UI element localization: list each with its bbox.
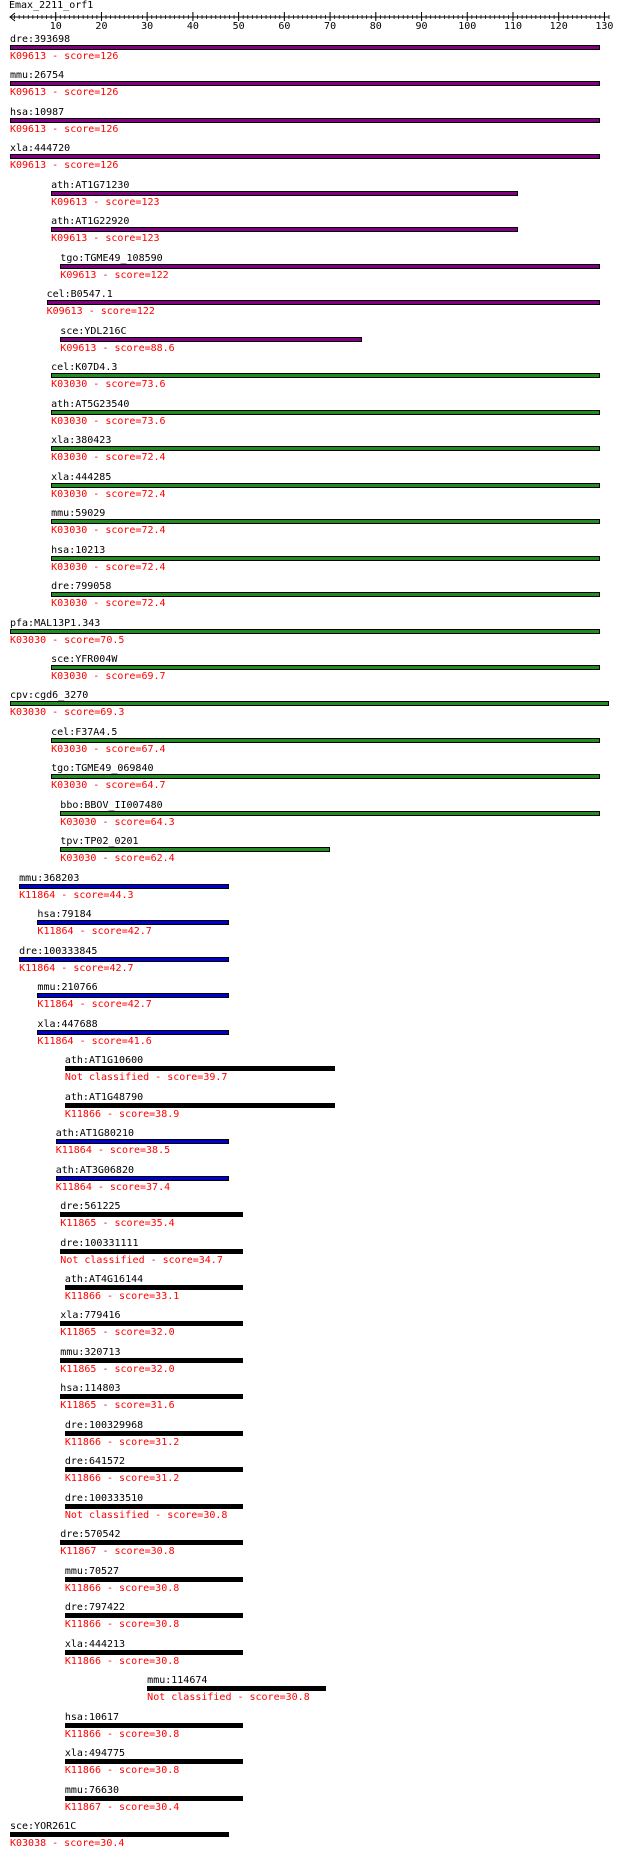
hit-name[interactable]: mmu:76630 bbox=[64, 1784, 120, 1796]
hit-alignment-bar[interactable] bbox=[60, 847, 330, 852]
hit-alignment-bar[interactable] bbox=[65, 1796, 243, 1801]
hit-name[interactable]: mmu:320713 bbox=[60, 1346, 121, 1358]
hit-alignment-bar[interactable] bbox=[37, 1030, 229, 1035]
hit-score-link[interactable]: K03030 - score=62.4 bbox=[60, 853, 175, 865]
hit-alignment-bar[interactable] bbox=[51, 556, 600, 561]
hit-name[interactable]: hsa:79184 bbox=[37, 909, 92, 921]
hit-alignment-bar[interactable] bbox=[65, 1650, 243, 1655]
hit-alignment-bar[interactable] bbox=[65, 1723, 243, 1728]
hit-alignment-bar[interactable] bbox=[37, 993, 229, 998]
ruler-tick-label: 100 bbox=[458, 21, 477, 30]
hit-score-link[interactable]: Not classified - score=30.8 bbox=[147, 1692, 310, 1704]
hit-score-link[interactable]: K11866 - score=30.8 bbox=[64, 1765, 180, 1777]
hit-name[interactable]: sce:YFR004W bbox=[51, 653, 118, 665]
hit-score-link[interactable]: K09613 - score=123 bbox=[51, 233, 160, 245]
hit-name[interactable]: mmu:26754 bbox=[10, 70, 65, 82]
hit-name[interactable]: tpv:TP02_0201 bbox=[60, 836, 139, 848]
hit-alignment-bar[interactable] bbox=[147, 1686, 325, 1691]
hit-name[interactable]: dre:100331111 bbox=[60, 1237, 139, 1249]
hit-name[interactable]: dre:100333510 bbox=[64, 1492, 144, 1504]
hit-alignment-bar[interactable] bbox=[51, 446, 600, 451]
hit-alignment-bar[interactable] bbox=[10, 701, 609, 706]
hit-alignment-bar[interactable] bbox=[10, 1832, 229, 1837]
hit-score-link[interactable]: K11864 - score=42.7 bbox=[37, 926, 152, 938]
hit-score-link[interactable]: K03030 - score=72.4 bbox=[51, 452, 166, 464]
hit-score-link[interactable]: K03038 - score=30.4 bbox=[10, 1838, 125, 1850]
hit-score-link[interactable]: K09613 - score=123 bbox=[51, 196, 160, 208]
hit-score-link[interactable]: K11865 - score=35.4 bbox=[60, 1218, 175, 1230]
hit-alignment-bar[interactable] bbox=[10, 81, 600, 86]
hit-score-link[interactable]: Not classified - score=39.7 bbox=[64, 1072, 228, 1084]
hit-alignment-bar[interactable] bbox=[65, 1759, 243, 1764]
hit-alignment-bar[interactable] bbox=[51, 519, 600, 524]
ruler-tick-label: 130 bbox=[595, 21, 614, 30]
hit-alignment-bar[interactable] bbox=[19, 884, 229, 889]
hit-name[interactable]: mmu:59029 bbox=[51, 508, 106, 520]
hit-score-link[interactable]: K11865 - score=32.0 bbox=[60, 1363, 175, 1375]
hit-score-link[interactable]: K03030 - score=72.4 bbox=[51, 525, 166, 537]
hit-alignment-bar[interactable] bbox=[60, 264, 600, 269]
hit-name[interactable]: dre:100333845 bbox=[19, 945, 98, 957]
hit-name[interactable]: bbo:BBOV_II007480 bbox=[60, 799, 163, 811]
hit-alignment-bar[interactable] bbox=[47, 300, 600, 305]
hit-name[interactable]: hsa:10617 bbox=[64, 1711, 120, 1723]
hit-alignment-bar[interactable] bbox=[51, 774, 600, 779]
hit-name[interactable]: pfa:MAL13P1.343 bbox=[10, 617, 101, 629]
hit-name[interactable]: ath:AT5G23540 bbox=[51, 398, 130, 410]
hit-alignment-bar[interactable] bbox=[51, 227, 517, 232]
query-title: Emax_2211_orf1 bbox=[9, 0, 94, 11]
hit-alignment-bar[interactable] bbox=[60, 1358, 243, 1363]
hit-score-link[interactable]: K11866 - score=30.8 bbox=[64, 1582, 180, 1594]
ruler-tick-label: 10 bbox=[49, 21, 62, 30]
ruler-tick-label: 60 bbox=[278, 21, 291, 30]
hit-score-link[interactable]: Not classified - score=34.7 bbox=[60, 1254, 223, 1266]
hit-alignment-bar[interactable] bbox=[10, 118, 600, 123]
hit-alignment-bar[interactable] bbox=[65, 1431, 243, 1436]
position-ruler bbox=[0, 0, 620, 30]
hit-alignment-bar[interactable] bbox=[65, 1285, 243, 1290]
hit-score-link[interactable]: K09613 - score=126 bbox=[10, 123, 119, 135]
hit-name[interactable]: ath:AT1G48790 bbox=[64, 1091, 144, 1103]
hit-name[interactable]: hsa:10987 bbox=[10, 106, 65, 118]
hit-score-link[interactable]: K09613 - score=122 bbox=[46, 306, 155, 318]
hit-name[interactable]: mmu:210766 bbox=[37, 982, 98, 994]
hit-name[interactable]: cel:F37A4.5 bbox=[51, 726, 118, 738]
hit-name[interactable]: dre:100329968 bbox=[64, 1419, 144, 1431]
hit-alignment-bar[interactable] bbox=[65, 1066, 335, 1071]
hit-alignment-bar[interactable] bbox=[10, 45, 600, 50]
hit-name[interactable]: dre:641572 bbox=[64, 1456, 126, 1468]
hit-score-link[interactable]: K11865 - score=32.0 bbox=[60, 1327, 175, 1339]
hit-alignment-bar[interactable] bbox=[60, 1249, 243, 1254]
hit-alignment-bar[interactable] bbox=[65, 1577, 243, 1582]
hit-name[interactable]: dre:393698 bbox=[10, 34, 71, 45]
hit-alignment-bar[interactable] bbox=[51, 483, 600, 488]
hit-score-link[interactable]: K11867 - score=30.8 bbox=[60, 1546, 175, 1558]
hit-score-link[interactable]: K11867 - score=30.4 bbox=[64, 1801, 180, 1813]
hit-name[interactable]: ath:AT1G80210 bbox=[55, 1128, 134, 1140]
hit-name[interactable]: cel:K07D4.3 bbox=[51, 362, 118, 374]
hit-alignment-bar[interactable] bbox=[10, 629, 600, 634]
hit-name[interactable]: ath:AT3G06820 bbox=[55, 1164, 134, 1176]
hit-name[interactable]: xla:380423 bbox=[51, 435, 112, 447]
hit-alignment-bar[interactable] bbox=[51, 665, 600, 670]
hit-score-link[interactable]: K03030 - score=73.6 bbox=[51, 379, 166, 391]
hit-score-link[interactable]: K03030 - score=64.3 bbox=[60, 816, 175, 828]
hit-score-link[interactable]: K11864 - score=42.7 bbox=[19, 962, 134, 974]
hit-alignment-bar[interactable] bbox=[65, 1467, 243, 1472]
hit-name[interactable]: xla:444285 bbox=[51, 471, 112, 483]
hit-alignment-bar[interactable] bbox=[51, 373, 600, 378]
hit-name[interactable]: ath:AT4G16144 bbox=[64, 1273, 144, 1285]
hit-score-link[interactable]: K11866 - score=30.8 bbox=[64, 1619, 180, 1631]
hit-alignment-bar[interactable] bbox=[56, 1176, 230, 1181]
hit-name[interactable]: dre:561225 bbox=[60, 1201, 121, 1213]
hit-score-link[interactable]: K11864 - score=42.7 bbox=[37, 999, 152, 1011]
hit-name[interactable]: ath:AT1G10600 bbox=[64, 1055, 144, 1067]
hit-score-link[interactable]: K11865 - score=31.6 bbox=[60, 1400, 175, 1412]
hit-name[interactable]: dre:570542 bbox=[60, 1529, 121, 1541]
hit-score-link[interactable]: K09613 - score=88.6 bbox=[60, 342, 175, 354]
hit-alignment-bar[interactable] bbox=[51, 191, 517, 196]
hit-name[interactable]: tgo:TGME49_108590 bbox=[60, 252, 163, 264]
hit-score-link[interactable]: K03030 - score=73.6 bbox=[51, 415, 166, 427]
hit-score-link[interactable]: K03030 - score=64.7 bbox=[51, 780, 166, 792]
hit-alignment-bar[interactable] bbox=[65, 1504, 243, 1509]
hit-alignment-bar[interactable] bbox=[51, 592, 600, 597]
hit-score-link[interactable]: K11866 - score=30.8 bbox=[64, 1728, 180, 1740]
hit-name[interactable]: tgo:TGME49_069840 bbox=[51, 763, 154, 775]
hit-score-link[interactable]: K03030 - score=69.3 bbox=[10, 707, 125, 719]
hit-name[interactable]: xla:444720 bbox=[10, 143, 71, 155]
hit-score-link[interactable]: K09613 - score=126 bbox=[10, 160, 119, 172]
hit-score-link[interactable]: K03030 - score=72.4 bbox=[51, 561, 166, 573]
hit-alignment-bar[interactable] bbox=[19, 957, 229, 962]
hit-alignment-bar[interactable] bbox=[60, 337, 362, 342]
ruler-tick-label: 110 bbox=[503, 21, 523, 30]
ruler-tick-label: 20 bbox=[95, 21, 108, 30]
hit-score-link[interactable]: K11866 - score=38.9 bbox=[64, 1108, 180, 1120]
hit-name[interactable]: ath:AT1G71230 bbox=[51, 179, 130, 191]
hit-name[interactable]: mmu:114674 bbox=[147, 1675, 208, 1687]
hit-name[interactable]: hsa:10213 bbox=[51, 544, 106, 556]
hit-alignment-bar[interactable] bbox=[60, 811, 600, 816]
hit-score-link[interactable]: K11864 - score=44.3 bbox=[19, 889, 134, 901]
hit-name[interactable]: xla:444213 bbox=[64, 1638, 126, 1650]
hit-score-link[interactable]: K03030 - score=67.4 bbox=[51, 743, 166, 755]
hit-alignment-bar[interactable] bbox=[65, 1103, 335, 1108]
hit-alignment-bar[interactable] bbox=[60, 1212, 243, 1217]
hit-score-link[interactable]: K11866 - score=31.2 bbox=[64, 1473, 180, 1485]
hit-alignment-bar[interactable] bbox=[37, 920, 229, 925]
hit-alignment-bar[interactable] bbox=[60, 1321, 243, 1326]
hit-name[interactable]: mmu:70527 bbox=[64, 1565, 120, 1577]
hit-alignment-bar[interactable] bbox=[10, 154, 600, 159]
hit-score-link[interactable]: K03030 - score=72.4 bbox=[51, 488, 166, 500]
hit-score-link[interactable]: K11864 - score=37.4 bbox=[55, 1181, 171, 1193]
hit-score-link[interactable]: K11866 - score=31.2 bbox=[64, 1436, 180, 1448]
ruler-tick-label: 90 bbox=[415, 21, 428, 30]
hit-score-link[interactable]: K11864 - score=38.5 bbox=[55, 1145, 171, 1157]
hit-alignment-bar[interactable] bbox=[60, 1540, 243, 1545]
ruler-tick-label: 70 bbox=[324, 21, 337, 30]
hit-score-link[interactable]: K11866 - score=33.1 bbox=[64, 1290, 180, 1302]
hit-score-link[interactable]: K03030 - score=69.7 bbox=[51, 670, 166, 682]
hit-name[interactable]: sce:YOR261C bbox=[10, 1821, 77, 1833]
ruler-tick-label: 80 bbox=[369, 21, 382, 30]
hit-alignment-bar[interactable] bbox=[56, 1139, 230, 1144]
hit-name[interactable]: dre:799058 bbox=[51, 581, 112, 593]
hit-alignment-bar[interactable] bbox=[65, 1613, 243, 1618]
hit-score-link[interactable]: K09613 - score=126 bbox=[10, 51, 119, 62]
hit-name[interactable]: mmu:368203 bbox=[19, 872, 80, 884]
hit-name[interactable]: xla:494775 bbox=[64, 1748, 126, 1760]
hit-alignment-bar[interactable] bbox=[60, 1394, 243, 1399]
hit-name[interactable]: sce:YDL216C bbox=[60, 325, 127, 337]
hit-name[interactable]: ath:AT1G22920 bbox=[51, 216, 130, 228]
hit-alignment-bar[interactable] bbox=[51, 410, 600, 415]
ruler-tick-label: 50 bbox=[232, 21, 245, 30]
hit-score-link[interactable]: K03030 - score=70.5 bbox=[10, 634, 125, 646]
hit-alignment-bar[interactable] bbox=[51, 738, 600, 743]
hit-name[interactable]: cel:B0547.1 bbox=[46, 289, 113, 301]
ruler-tick-label: 40 bbox=[186, 21, 199, 30]
hit-score-link[interactable]: K03030 - score=72.4 bbox=[51, 598, 166, 610]
hit-name[interactable]: dre:797422 bbox=[64, 1602, 126, 1614]
hit-score-link[interactable]: K11866 - score=30.8 bbox=[64, 1655, 180, 1667]
hit-score-link[interactable]: K09613 - score=122 bbox=[60, 269, 169, 281]
hit-name[interactable]: xla:779416 bbox=[60, 1310, 121, 1322]
hit-name[interactable]: xla:447688 bbox=[37, 1018, 98, 1030]
hit-score-link[interactable]: Not classified - score=30.8 bbox=[64, 1509, 228, 1521]
hit-name[interactable]: hsa:114803 bbox=[60, 1383, 121, 1395]
hit-name[interactable]: cpv:cgd6_3270 bbox=[10, 690, 89, 702]
hit-score-link[interactable]: K09613 - score=126 bbox=[10, 87, 119, 99]
ruler-tick-label: 120 bbox=[549, 21, 568, 30]
ruler-tick-label: 30 bbox=[141, 21, 154, 30]
hit-score-link[interactable]: K11864 - score=41.6 bbox=[37, 1035, 152, 1047]
